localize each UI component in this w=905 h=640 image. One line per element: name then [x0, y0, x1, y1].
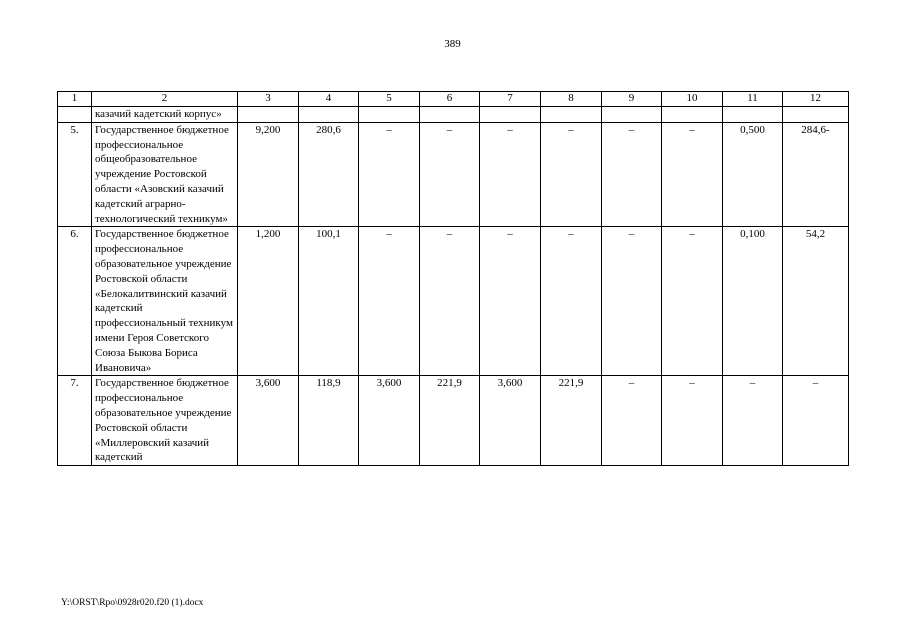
- value-cell: –: [662, 122, 723, 227]
- value-cell: –: [723, 376, 783, 466]
- value-cell: 3,600: [480, 376, 541, 466]
- value-cell: 221,9: [420, 376, 480, 466]
- value-cell: [602, 107, 662, 123]
- column-header: 11: [723, 92, 783, 107]
- institution-name-cell: Государственное бюджетное профессиональное образовательное учреждение Ростовской области «Миллеровский казачий кадетский: [92, 376, 238, 466]
- value-cell: –: [602, 227, 662, 376]
- row-number-cell: [58, 107, 92, 123]
- value-cell: 0,100: [723, 227, 783, 376]
- value-cell: 1,200: [238, 227, 299, 376]
- value-cell: –: [602, 376, 662, 466]
- file-path-footer: Y:\ORST\Rpo\0928r020.f20 (1).docx: [61, 598, 204, 608]
- column-header: 1: [58, 92, 92, 107]
- column-header: 3: [238, 92, 299, 107]
- table-row: [58, 107, 849, 123]
- institution-name-cell: Государственное бюджетное профессиональное образовательное учреждение Ростовской области «Белокалитвинский казачий кадетский профессиональный техникум имени Героя Советского Союза Быкова Бориса Ивановича»: [92, 227, 238, 376]
- value-cell: 3,600: [359, 376, 420, 466]
- column-header: 10: [662, 92, 723, 107]
- column-header: 8: [541, 92, 602, 107]
- column-header: 12: [783, 92, 849, 107]
- value-cell: –: [420, 227, 480, 376]
- institution-name-cell: казачий кадетский корпус»: [92, 107, 238, 123]
- column-header: 5: [359, 92, 420, 107]
- column-header: 4: [299, 92, 359, 107]
- value-cell: –: [480, 122, 541, 227]
- value-cell: [480, 107, 541, 123]
- column-header: 6: [420, 92, 480, 107]
- value-cell: 280,6: [299, 122, 359, 227]
- value-cell: [723, 107, 783, 123]
- value-cell: –: [602, 122, 662, 227]
- column-header: 9: [602, 92, 662, 107]
- value-cell: [299, 107, 359, 123]
- value-cell: –: [480, 227, 541, 376]
- value-cell: –: [662, 227, 723, 376]
- row-number-cell: 6.: [58, 227, 92, 376]
- column-header: 7: [480, 92, 541, 107]
- value-cell: –: [662, 376, 723, 466]
- row-number-cell: 7.: [58, 376, 92, 466]
- value-cell: –: [541, 227, 602, 376]
- data-table: [57, 91, 849, 466]
- value-cell: 3,600: [238, 376, 299, 466]
- value-cell: [420, 107, 480, 123]
- value-cell: –: [783, 376, 849, 466]
- column-header: 2: [92, 92, 238, 107]
- value-cell: [541, 107, 602, 123]
- value-cell: 54,2: [783, 227, 849, 376]
- value-cell: –: [359, 122, 420, 227]
- table-row: [58, 227, 849, 376]
- value-cell: 221,9: [541, 376, 602, 466]
- value-cell: 118,9: [299, 376, 359, 466]
- page-number: 389: [444, 38, 461, 50]
- table-header-row: [58, 92, 849, 107]
- value-cell: [783, 107, 849, 123]
- value-cell: –: [420, 122, 480, 227]
- value-cell: [359, 107, 420, 123]
- value-cell: –: [541, 122, 602, 227]
- value-cell: –: [359, 227, 420, 376]
- institution-name-cell: Государственное бюджетное профессиональное общеобразовательное учреждение Ростовской области «Азовский казачий кадетский аграрно-технологический техникум»: [92, 122, 238, 227]
- table-row: [58, 376, 849, 466]
- table-row: [58, 122, 849, 227]
- row-number-cell: 5.: [58, 122, 92, 227]
- value-cell: 284,6-: [783, 122, 849, 227]
- value-cell: 0,500: [723, 122, 783, 227]
- value-cell: [238, 107, 299, 123]
- value-cell: [662, 107, 723, 123]
- value-cell: 100,1: [299, 227, 359, 376]
- value-cell: 9,200: [238, 122, 299, 227]
